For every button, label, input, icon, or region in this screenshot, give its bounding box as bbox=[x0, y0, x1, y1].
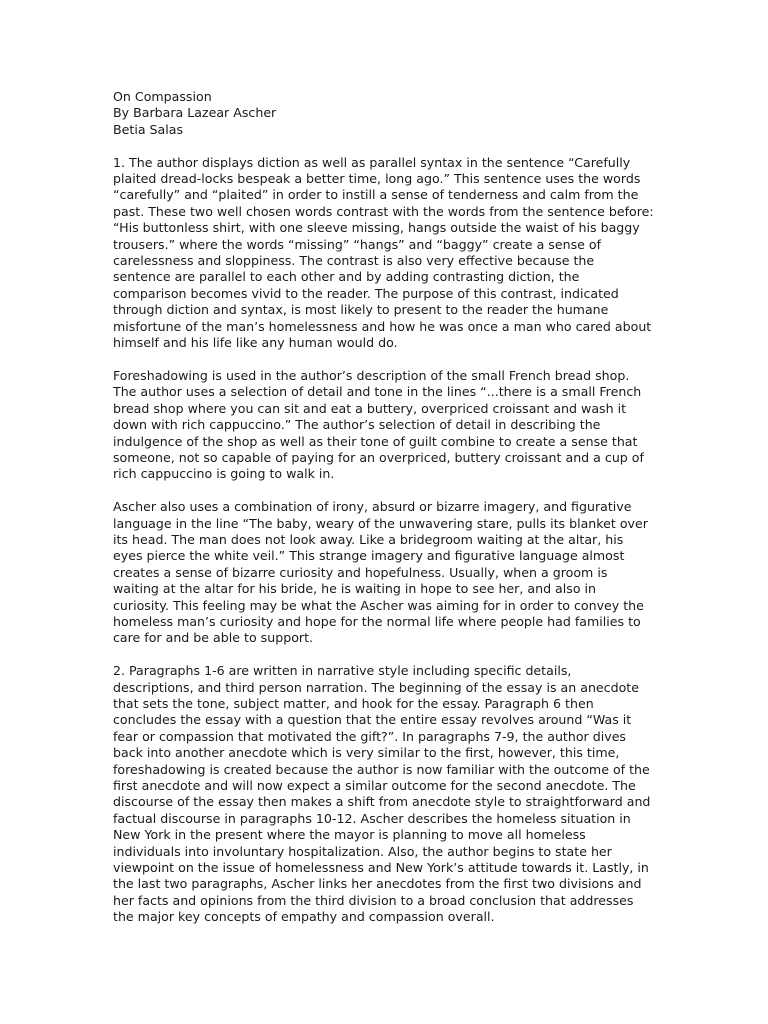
essay-title: On Compassion bbox=[113, 89, 212, 104]
document-page bbox=[113, 89, 655, 942]
essay-author: By Barbara Lazear Ascher bbox=[113, 105, 277, 121]
student-name: Betia Salas bbox=[113, 121, 184, 137]
paragraph-1: 1. The author displays diction as well as parallel syntax in the sentence “Carefully plaited dread-locks bespeak a better time, long ago.” This sentence uses the words “carefully” and “plaited” in order to instill a sense of tenderness and calm from the past. These two well chosen words contrast with the words from the sentence before: “His buttonless shirt, with one sleeve missing, hangs outside the waist of his baggy trousers.” where the words “missing” “hangs” and “baggy” create a sense of carelessness and sloppiness. The contrast is also very effective because the sentence are parallel to each other and by adding contrasting diction, the comparison becomes vivid to the reader. The purpose of this contrast, indicated through diction and syntax, is most likely to present to the reader the humane misfortune of the man’s homelessness and how he was once a man who cared about himself and his life like any human would do. bbox=[113, 154, 654, 351]
paragraph-2: Foreshadowing is used in the author’s description of the small French bread shop. The author uses a selection of detail and tone in the lines “...there is a small French bread shop where you can sit and eat a buttery, overpriced croissant and wash it down with rich cappuccino.” The author’s selection of detail in describing the indulgence of the shop as well as their tone of guilt combine to create a sense that someone, not so capable of paying for an overpriced, buttery croissant and a cup of rich cappuccino is going to walk in. bbox=[113, 367, 644, 482]
paragraph-4: 2. Paragraphs 1-6 are written in narrative style including specific details, descriptions, and third person narration. The beginning of the essay is an anecdote that sets the tone, subject matter, and hook for the essay. Paragraph 6 then concludes the essay with a question that the entire essay revolves around “Was it fear or compassion that motivated the gift?”. In paragraphs 7-9, the author dives back into another anecdote which is very similar to the first, however, this time, foreshadowing is created because the author is now familiar with the outcome of the first anecdote and will now expect a similar outcome for the second anecdote. The discourse of the essay then makes a shift from anecdote style to straightforward and factual discourse in paragraphs 10-12. Ascher describes the homeless situation in New York in the present where the mayor is planning to move all homeless individuals into involuntary hospitalization. Also, the author begins to state her viewpoint on the issue of homelessness and New York’s attitude towards it. Lastly, in the last two paragraphs, Ascher links her anecdotes from the first two divisions and her facts and opinions from the third division to a broad conclusion that addresses the major key concepts of empathy and compassion overall. bbox=[113, 663, 651, 925]
paragraph-3: Ascher also uses a combination of irony, absurd or bizarre imagery, and figurative language in the line “The baby, weary of the unwavering stare, pulls its blanket over its head. The man does not look away. Like a bridegroom waiting at the altar, his eyes pierce the white veil.” This strange imagery and figurative language almost creates a sense of bizarre curiosity and hopefulness. Usually, when a groom is waiting at the altar for his bride, he is waiting in hope to see her, and also in curiosity. This feeling may be what the Ascher was aiming for in order to convey the homeless man’s curiosity and hope for the normal life where people had families to care for and be able to support. bbox=[113, 499, 648, 646]
document-header bbox=[113, 89, 655, 138]
